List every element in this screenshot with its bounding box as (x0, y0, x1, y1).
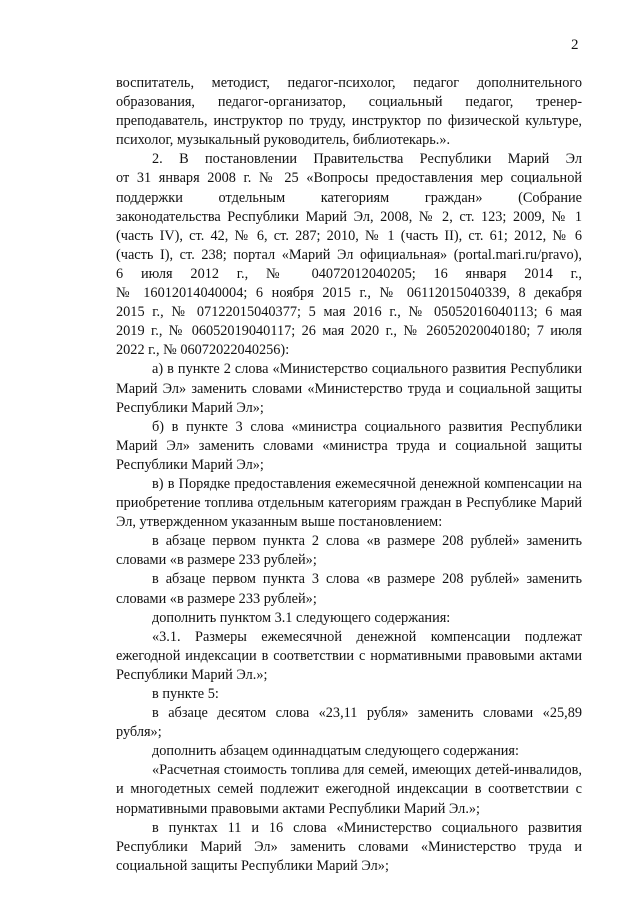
points-11-16: в пунктах 11 и 16 слова «Министерство социального развития Республики Марий Эл» заменить словами «Министерство труда и социальной защиты Республики Марий Эл»; (116, 819, 582, 874)
item-2-line: (часть I), ст. 238; портал «Марий Эл официальная» (portal.mari.ru/pravo), (116, 246, 582, 263)
page-number: 2 (571, 37, 579, 53)
item-2-line: 2015 г., № 07122015040377; 5 мая 2016 г., № 05052016040113; 6 мая (116, 304, 582, 321)
item-2-line: поддержки отдельным категориям граждан» (Собрание (116, 189, 582, 206)
document-body (116, 74, 582, 876)
paragraph-position-list: воспитатель, методист, педагог-психолог, педагог дополнительного образования, педагог-организатор, социальный педагог, тренер-преподаватель, инструктор по труду, инструктор по физической культуре, психолог, музыкальный руководитель, библиотекарь.». (116, 75, 582, 149)
add-abzac-11: дополнить абзацем одиннадцатым следующего содержания: (152, 743, 519, 760)
amendment-point-2: в абзаце первом пункта 2 слова «в размере 208 рублей» заменить словами «в размере 233 рублей»; (116, 533, 582, 569)
amendment-point-3: в абзаце первом пункта 3 слова «в размере 208 рублей» заменить словами «в размере 233 рублей»; (116, 571, 582, 607)
item-2-line: 6 июля 2012 г., № 04072012040205; 16 января 2014 г., (116, 265, 582, 282)
item-2-line: № 16012014040004; 6 ноября 2015 г., № 06112015040339, 8 декабря (116, 285, 582, 302)
point-3-1-text: «3.1. Размеры ежемесячной денежной компенсации подлежат ежегодной индексации в соответствии с нормативными правовыми актами Республики Марий Эл.»; (116, 628, 582, 683)
item-2-line: 2019 г., № 06052019040117; 26 мая 2020 г., № 26052020040180; 7 июля (116, 323, 582, 340)
item-2-line: 2022 г., № 06072022040256): (116, 342, 290, 359)
abzac-11-text: «Расчетная стоимость топлива для семей, имеющих детей-инвалидов, и многодетных семей подлежит ежегодной индексации в соответствии с нормативными правовыми актами Республики Марий Эл.»; (116, 762, 582, 817)
subitem-a: а) в пункте 2 слова «Министерство социального развития Республики Марий Эл» заменить словами «Министерство труда и социальной защиты Республики Марий Эл»; (116, 361, 582, 416)
subitem-v: в) в Порядке предоставления ежемесячной денежной компенсации на приобретение топлива отдельным категориям граждан в Республике Марий Эл, утвержденном указанным выше постановлением: (116, 475, 582, 531)
add-point-3-1: дополнить пунктом 3.1 следующего содержания: (152, 609, 451, 626)
paragraph-item-2 (116, 150, 582, 360)
item-2-line: от 31 января 2008 г. № 25 «Вопросы предоставления мер социальной (116, 170, 582, 187)
item-2-line: законодательства Республики Марий Эл, 2008, № 2, ст. 123; 2009, № 1 (116, 208, 582, 225)
item-2-line: 2. В постановлении Правительства Республики Марий Эл (152, 151, 582, 168)
point-5-abzac-10: в абзаце десятом слова «23,11 рубля» заменить словами «25,89 рубля»; (116, 705, 582, 741)
subitem-b: б) в пункте 3 слова «министра социального развития Республики Марий Эл» заменить словами «министра труда и социальной защиты Республики Марий Эл»; (116, 418, 582, 473)
point-5-heading: в пункте 5: (152, 686, 219, 702)
item-2-line: (часть IV), ст. 42, № 6, ст. 287; 2010, № 1 (часть II), ст. 61; 2012, № 6 (116, 227, 582, 244)
